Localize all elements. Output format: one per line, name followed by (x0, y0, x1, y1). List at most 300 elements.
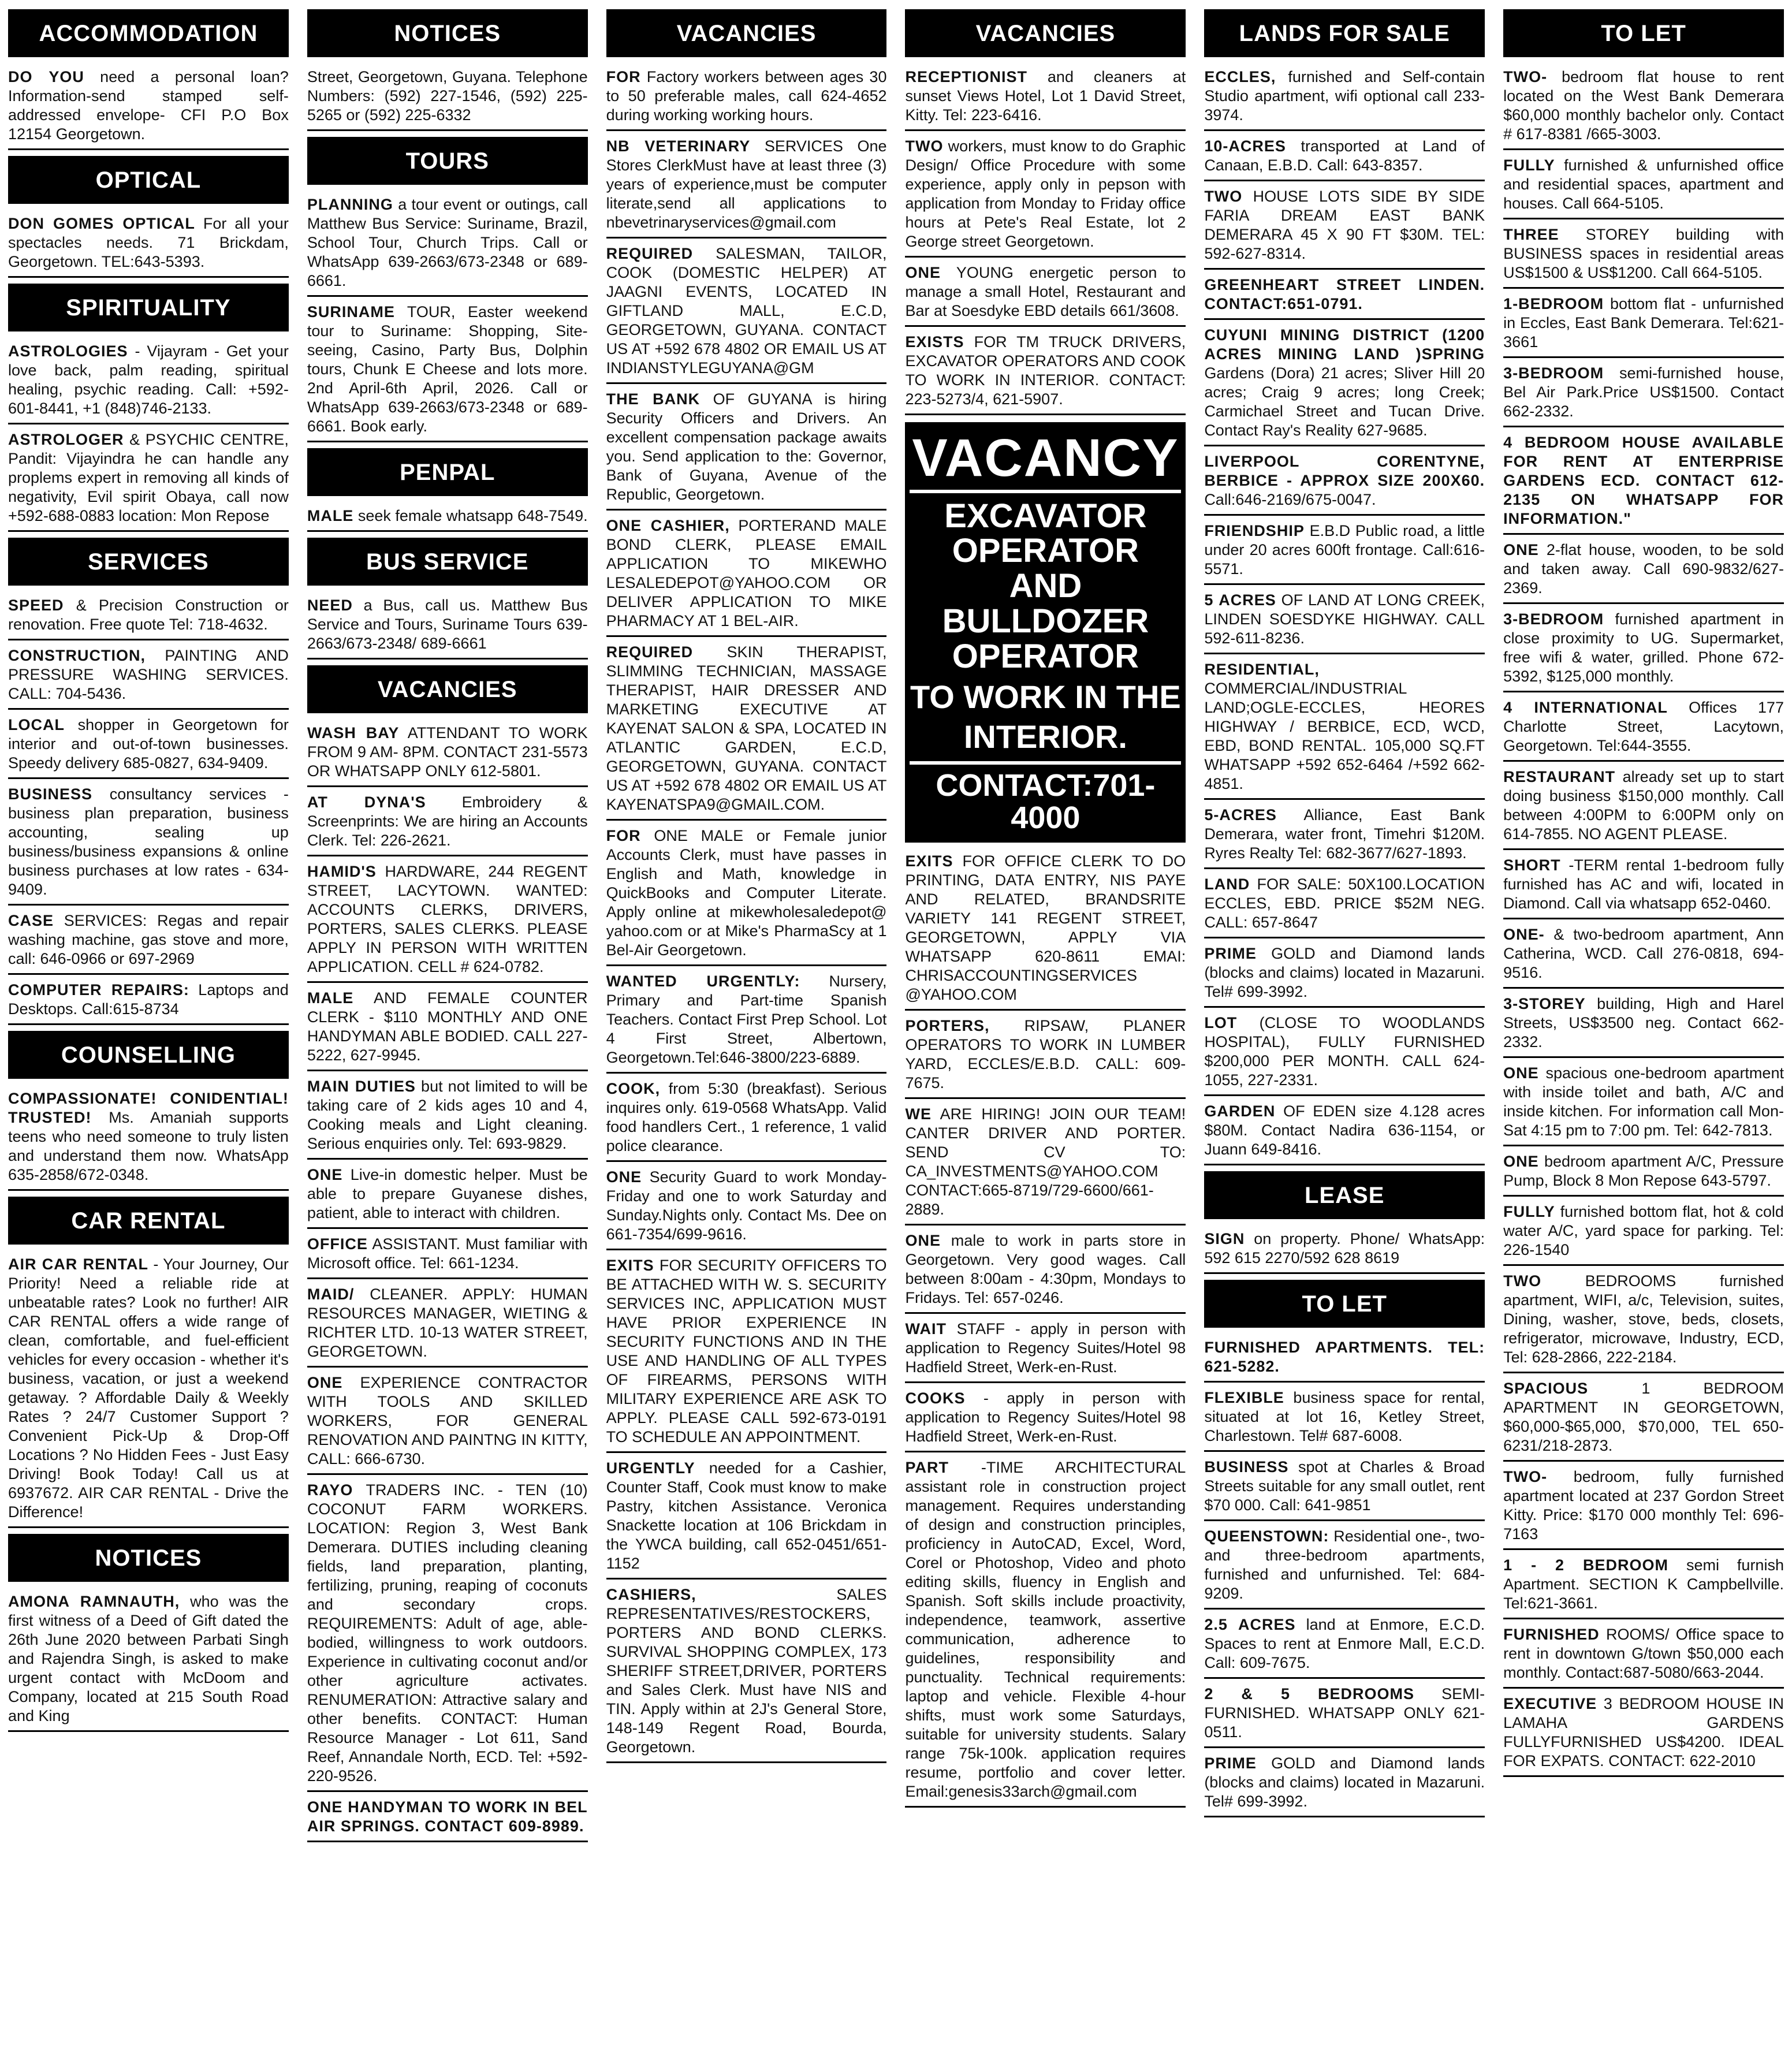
ad-lead: ONE (1503, 1064, 1539, 1082)
ad-lead: QUEENSTOWN: (1204, 1528, 1329, 1545)
ad-text: HOUSE LOTS SIDE BY SIDE FARIA DREAM EAST BANK DEMERARA 45 X 90 FT $30M. TEL: 592-627-8314. (1204, 188, 1485, 262)
ad-lead: PORTERS, (905, 1017, 990, 1035)
ad-text: RIPSAW, PLANER OPERATORS TO WORK IN LUMBER YARD, ECCLES/E.B.D. CALL: 609-7675. (905, 1017, 1186, 1092)
ad-lead: SIGN (1204, 1230, 1245, 1247)
ad-text: Residential one-, two- and three-bedroom apartments, furnished and unfurnished. Tel: 684-9209. (1204, 1528, 1485, 1602)
ad-text: - Vijayram - Get your love back, palm reading, spiritual healing, psychic reading. Call: +592-601-8441, +1 (848)746-2133. (8, 342, 289, 417)
ad-text: & Precision Construction or renovation. Free quote Tel: 718-4632. (8, 597, 289, 633)
ad-text: FOR TM TRUCK DRIVERS, EXCAVATOR OPERATORS AND COOK TO WORK IN INTERIOR. CONTACT: 223-5273/4, 621-5907. (905, 333, 1186, 408)
classified-ad (1204, 1100, 1485, 1165)
classified-ad (8, 978, 289, 1025)
column-6 (1503, 7, 1784, 2060)
ad-lead: 2 & 5 BEDROOMS (1204, 1685, 1415, 1703)
ad-text: TOUR, Easter weekend tour to Suriname: Shopping, Site-seeing, Casino, Party Bus, Dolphin tours, Chunk E Cheese and lots more. 2nd April-6th April, 2026. Call or WhatsApp 639-2663/673-2348 or 689-6661. Book early. (307, 303, 588, 435)
ad-lead: AIR CAR RENTAL (8, 1256, 149, 1273)
ad-lead: MALE (307, 507, 354, 524)
ad-text: bedroom, fully furnished apartment located at 237 Gordon Street Kitty. Price: $170 000 monthly Tel: 696-7163 (1503, 1468, 1784, 1543)
ad-text: and cleaners at sunset Views Hotel, Lot 1 David Street, Kitty. Tel: 223-6416. (905, 68, 1186, 124)
classified-ad (1204, 803, 1485, 869)
classified-ad (8, 594, 289, 640)
classified-ad (307, 1163, 588, 1229)
ad-text: For all your spectacles needs. 71 Brickdam, Georgetown. TEL:643-5393. (8, 215, 289, 270)
ad-lead: PLANNING (307, 196, 393, 213)
classified-ad (905, 850, 1186, 1011)
ad-text: OF EDEN size 4.128 acres $80M. Contact Nadira 636-1154, or Juann 649-8416. (1204, 1102, 1485, 1158)
classified-ad (1204, 185, 1485, 270)
ad-text: Factory workers between ages 30 to 50 preferable males, call 624-4652 during working working hours. (606, 68, 887, 124)
classified-ad (1503, 362, 1784, 427)
classified-ad (606, 970, 887, 1074)
classified-ad (1204, 873, 1485, 938)
classified-ad (1503, 1061, 1784, 1146)
ad-text: AND FEMALE COUNTER CLERK - $110 MONTHLY AND ONE HANDYMAN ABLE BODIED. CALL 227-5222, 627-9945. (307, 989, 588, 1064)
ad-lead: ONE (606, 1168, 642, 1186)
classified-ad (307, 986, 588, 1071)
ad-text: semi-furnished house, Bel Air Park.Price US$1500. Contact 662-2332. (1503, 364, 1784, 420)
ad-lead: PART (905, 1459, 949, 1477)
ad-text: COMMERCIAL/INDUSTRIAL LAND;OGLE-ECCLES, HEORES HIGHWAY / BERBICE, ECD, WCD, EBD, BOND RENTAL. 105,000 SQ.FT WHATSAPP +592 652-6464 /+592 662-4851. (1204, 680, 1485, 792)
classified-ad (1503, 1377, 1784, 1462)
classified-ad (1503, 992, 1784, 1058)
ad-text: GOLD and Diamond lands (blocks and claims) located in Mazaruni. Tel# 699-3992. (1204, 945, 1485, 1000)
classified-ad (606, 1077, 887, 1162)
classified-ad (8, 65, 289, 150)
ad-text: who was the first witness of a Deed of Gift dated the 26th June 2020 between Parbati Singh and Rajendra Singh, is asked to make urgent contact with McDoom and Company, located at 215 South Road and King (8, 1593, 289, 1724)
ad-lead: REQUIRED (606, 643, 694, 661)
ad-lead: GARDEN (1204, 1102, 1276, 1120)
classified-ad (1503, 65, 1784, 150)
ad-text: furnished and Self-contain Studio apartment, wifi optional call 233-3974. (1204, 68, 1485, 124)
classified-ad (307, 1478, 588, 1792)
classified-ad (1204, 942, 1485, 1008)
classified-ad (1503, 608, 1784, 692)
ad-lead: ONE CASHIER, (606, 517, 730, 534)
ad-text: SEMI-FURNISHED. WHATSAPP ONLY 621-0511. (1204, 1685, 1485, 1741)
ad-lead: COMPASSIONATE! CONIDENTIAL! TRUSTED! (8, 1090, 289, 1126)
ad-text: furnished & unfurnished office and residential spaces, apartment and houses. Call 664-5105. (1503, 157, 1784, 212)
ad-lead: ONE (1503, 541, 1539, 558)
classified-ad (1503, 1269, 1784, 1373)
ad-lead: TWO (1503, 1272, 1542, 1290)
ad-text: Gardens (Dora) 21 acres; Sliver Hill 20 acres; Craig 9 acres; long Creek; Carmichael Street and Tucan Drive. Contact Ray's Reality 627-9685. (1204, 364, 1485, 439)
ad-text: Offices 177 Charlotte Street, Lacytown, Georgetown. Tel:644-3555. (1503, 699, 1784, 754)
ad-text: workers, must know to do Graphic Design/ Office Procedure with some experience, apply only in pepson with application from Monday to Friday office hours at Pete's Real Estate, lot 2 George street Georgetown. (905, 137, 1186, 250)
ad-lead: DO YOU (8, 68, 84, 85)
ad-lead: DON GOMES OPTICAL (8, 215, 195, 232)
classified-ad (905, 261, 1186, 327)
ad-lead: COOKS (905, 1390, 966, 1407)
ad-text: SERVICES: Regas and repair washing machine, gas stove and more, call: 646-0966 or 697-2969 (8, 912, 289, 967)
ad-lead: OFFICE (307, 1235, 368, 1253)
column-2 (307, 7, 588, 2060)
ad-lead: EXISTS (905, 333, 964, 351)
classified-ad (8, 340, 289, 424)
section-header: VACANCIES (606, 9, 887, 57)
ad-lead: WE (905, 1105, 932, 1123)
ad-text: ROOMS/ Office space to rent in downtown G/town $50,000 each monthly. Contact:687-5080/663-2044. (1503, 1626, 1784, 1681)
column-1 (8, 7, 289, 2060)
section-header: LEASE (1204, 1171, 1485, 1219)
ad-text: - Your Journey, Our Priority! Need a reliable ride at unbeatable rates? Look no further! AIR CAR RENTAL offers a wide range of clean, comfortable, and fuel-efficient vehicles for every occasion - whether it's business, vacation, or just a weekend getaway. ? Affordable Daily & Weekly Rates ? 24/7 Customer Support ? Convenient Pick-Up & Drop-Off Locations ? No Hidden Fees - Just Easy Driving! Book Today! Call us at 6937672. AIR CAR RENTAL - Drive the Difference! (8, 1256, 289, 1521)
ad-lead: WAIT (905, 1320, 947, 1338)
ad-text: ONE MALE or Female junior Accounts Clerk, must have passes in English and Math, knowledge in QuickBooks and Computer Literate. Apply online at mikewholesaledepot@ yahoo.com or at Mike's PharmaScy at 1 Bel-Air Georgetown. (606, 827, 887, 959)
ad-lead: TWO- (1503, 68, 1548, 85)
classified-ad (307, 65, 588, 131)
section-header: SPIRITUALITY (8, 284, 289, 331)
classified-ad (606, 1456, 887, 1580)
ad-lead: 5-ACRES (1204, 806, 1277, 824)
banner-line: OPERATOR (952, 638, 1139, 676)
ad-text: consultancy services - business plan preparation, business accounting, sealing up business/business expansions & online business purchases at low rates - 634-9409. (8, 785, 289, 898)
ad-lead: 10-ACRES (1204, 137, 1286, 155)
ad-lead: CONSTRUCTION, (8, 647, 146, 664)
section-header: CAR RENTAL (8, 1197, 289, 1245)
ad-lead: TWO (1204, 188, 1243, 205)
ad-lead: FURNISHED (1503, 1626, 1600, 1643)
classified-ad (606, 1583, 887, 1763)
ad-text: 3 BEDROOM HOUSE IN LAMAHA GARDENS FULLYFURNISHED US$4200. IDEAL FOR EXPATS. CONTACT: 622-2010 (1503, 1695, 1784, 1770)
classified-ad (606, 388, 887, 511)
classified-ad (1503, 1200, 1784, 1266)
classified-ad (1503, 292, 1784, 358)
ad-text: transported at Land of Canaan, E.B.D. Call: 643-8357. (1204, 137, 1485, 174)
ad-text: CLEANER. APPLY: HUMAN RESOURCES MANAGER, WIETING & RICHTER LTD. 10-13 WATER STREET, GEORGETOWN. (307, 1286, 588, 1360)
ad-lead: ASTROLOGER (8, 431, 124, 448)
ad-lead: EXITS (905, 852, 953, 870)
ad-text: spot at Charles & Broad Streets suitable for any small outlet, rent $70 000. Call: 641-9851 (1204, 1458, 1485, 1514)
classified-ad (1204, 1386, 1485, 1452)
ad-lead: FOR (606, 68, 641, 85)
ad-text: but not limited to will be taking care of 2 kids ages 10 and 4, Cooking meals and Light cleaning. Serious enquiries only. Tel: 693-9829. (307, 1078, 588, 1152)
ad-lead: SURINAME (307, 303, 395, 321)
classified-ad (1204, 135, 1485, 181)
classified-ad (606, 1254, 887, 1453)
classified-ad (606, 65, 887, 131)
classified-ad (1503, 538, 1784, 604)
section-header: VACANCIES (307, 665, 588, 713)
classified-ad (1503, 223, 1784, 289)
ad-text: male to work in parts store in Georgetown. Very good wages. Call between 8:00am - 4:30pm, Mondays to Fridays. Tel: 657-0246. (905, 1232, 1186, 1307)
classified-ad (1204, 1613, 1485, 1679)
ad-lead: THE BANK (606, 390, 701, 408)
ad-lead: NEED (307, 597, 353, 614)
ad-text: BEDROOMS furnished apartment, WIFI, a/c, Television, suites, Dining, washer, stove, beds, closets, refrigerator, microwave, Industry, ECD, Tel: 628-2866, 222-2184. (1503, 1272, 1784, 1366)
ad-lead: AT DYNA'S (307, 794, 426, 811)
ad-text: SERVICES One Stores ClerkMust have at least three (3) years of experience,must be computer literate,send all applications to nbevetrinaryservices@gmail.com (606, 137, 887, 231)
ad-text: EXPERIENCE CONTRACTOR WITH TOOLS AND SKILLED WORKERS, FOR GENERAL RENOVATION AND PAINTNG IN KITTY, CALL: 666-6730. (307, 1374, 588, 1467)
ad-lead: COOK, (606, 1080, 661, 1097)
classified-ad (8, 1087, 289, 1191)
ad-text: HARDWARE, 244 REGENT STREET, LACYTOWN. WANTED: ACCOUNTS CLERKS, DRIVERS, PORTERS, SALES CLERKS. PLEASE APPLY IN PERSON WITH WRITTEN APPLICATION. CELL # 624-0782. (307, 863, 588, 975)
classified-ad (307, 1232, 588, 1279)
ad-lead: 4 INTERNATIONAL (1503, 699, 1668, 716)
classified-ad (1503, 1465, 1784, 1550)
classified-ad (905, 1014, 1186, 1099)
classified-ad (905, 330, 1186, 415)
ad-lead: MAID/ (307, 1286, 355, 1303)
ad-lead: ONE (905, 1232, 941, 1250)
ad-text: Live-in domestic helper. Must be able to prepare Guyanese dishes, patient, able to interact with children. (307, 1166, 588, 1221)
vacancy-banner (905, 422, 1186, 843)
banner-line: OPERATOR (952, 532, 1139, 570)
classified-ad (307, 300, 588, 442)
ad-lead: ONE (307, 1374, 343, 1391)
ad-lead: FULLY (1503, 157, 1555, 174)
ad-lead: PRIME (1204, 945, 1257, 962)
classified-ad (905, 1456, 1186, 1808)
ad-lead: MAIN DUTIES (307, 1078, 416, 1095)
classified-ad (1503, 1623, 1784, 1689)
ad-text: spacious one-bedroom apartment with inside toilet and bath, A/C and inside kitchen. For information call Mon-Sat 4:15 pm to 7:00 pm. Tel: 642-7813. (1503, 1064, 1784, 1139)
classified-ad (1503, 431, 1784, 535)
classified-ad (1204, 1682, 1485, 1748)
ad-text: bottom flat - unfurnished in Eccles, East Bank Demerara. Tel:621-3661 (1503, 295, 1784, 351)
classified-ad (905, 1317, 1186, 1383)
section-header: SERVICES (8, 538, 289, 586)
classified-ad (1204, 323, 1485, 446)
ad-text: need a personal loan? Information-send stamped self-addressed envelope- CFI P.O Box 12154 Georgetown. (8, 68, 289, 143)
section-header: PENPAL (307, 448, 588, 496)
classified-ad (1204, 1227, 1485, 1274)
ad-lead: TWO (905, 137, 944, 155)
classified-ad (307, 860, 588, 983)
classified-ad (307, 791, 588, 856)
ad-text: SALESMAN, TAILOR, COOK (DOMESTIC HELPER) AT JAAGNI EVENTS, LOCATED IN GIFTLAND MALL, E.C.D, GEORGETOWN, GUYANA. CONTACT US AT +592 678 4802 OR EMAIL US AT INDIANSTYLEGUYANA@GM (606, 245, 887, 377)
ad-text: -TERM rental 1-bedroom fully furnished has AC and wifi, located in Diamond. Call via whatsapp 652-0460. (1503, 856, 1784, 912)
ad-lead: LOCAL (8, 716, 65, 733)
section-header: NOTICES (8, 1534, 289, 1582)
section-header: NOTICES (307, 9, 588, 57)
ad-lead: 3-BEDROOM (1503, 364, 1604, 382)
ad-text: STAFF - apply in person with application to Regency Suites/Hotel 98 Hadfield Street, Werk-en-Rust. (905, 1320, 1186, 1376)
ad-lead: 3-STOREY (1503, 995, 1586, 1012)
section-header: BUS SERVICE (307, 538, 588, 586)
ad-text: PORTERAND MALE BOND CLERK, PLEASE EMAIL APPLICATION TO MIKEWHO LESALEDEPOT@YAHOO.COM OR DELIVER APPLICATION TO MIKE PHARMACY AT 1 BEL-AIR. (606, 517, 887, 629)
ad-text: OF LAND AT LONG CREEK, LINDEN SOESDYKE HIGHWAY. CALL 592-611-8236. (1204, 591, 1485, 647)
ad-lead: RAYO (307, 1481, 353, 1499)
ad-text: & PSYCHIC CENTRE, Pandit: Vijayindra he can handle any proplems expert in removing all kinds of negativity, Evil spirit Obaya, call now +592-688-0883 location: Mon Repose (8, 431, 289, 524)
classified-ad (307, 504, 588, 532)
ad-lead: ONE (307, 1166, 343, 1183)
ad-text: a Bus, call us. Matthew Bus Service and Tours, Suriname Tours 639-2663/673-2348/ 689-6661 (307, 597, 588, 652)
ad-lead: FLEXIBLE (1204, 1389, 1284, 1406)
classified-ad (1503, 923, 1784, 989)
classified-ad (905, 1387, 1186, 1452)
ad-lead: RESIDENTIAL, (1204, 661, 1320, 678)
ad-lead: ASTROLOGIES (8, 342, 128, 360)
ad-text: ATTENDANT TO WORK FROM 9 AM- 8PM. CONTACT 231-5573 OR WHATSAPP ONLY 612-5801. (307, 724, 588, 780)
section-header: OPTICAL (8, 156, 289, 204)
classified-ad (1204, 1525, 1485, 1610)
classified-ad (606, 514, 887, 637)
ad-text: ASSISTANT. Must familiar with Microsoft office. Tel: 661-1234. (307, 1235, 588, 1272)
column-3 (606, 7, 887, 2060)
ad-text: TRADERS INC. - TEN (10) COCONUT FARM WORKERS. LOCATION: Region 3, West Bank Demerara. DUTIES including cleaning fields, land preparation, planting, fertilizing, pruning, reaping of coconuts and secondary crops. REQUIREMENTS: Adult of age, able-bodied, willingness to work outdoors. Experience in cultivating coconut and/or other agriculture activates. RENUMERATION: Attractive salary and other benefits. CONTACT: Human Resource Manager - Lot 611, Sand Reef, Annandale North, ECD. Tel: +592-220-9526. (307, 1481, 588, 1785)
ad-text: Embroidery & Screenprints: We are hiring an Accounts Clerk. Tel: 226-2621. (307, 794, 588, 849)
ad-text: bedroom apartment A/C, Pressure Pump, Block 8 Mon Repose 643-5797. (1503, 1153, 1784, 1189)
ad-lead: ONE (905, 264, 941, 281)
classified-ad (1204, 1011, 1485, 1096)
ad-text: ARE HIRING! JOIN OUR TEAM! CANTER DRIVER AND PORTER. SEND CV TO: CA_INVESTMENTS@YAHOO.COM CONTACT:665-8719/729-6600/661-2889. (905, 1105, 1186, 1219)
ad-text: semi furnish Apartment. SECTION K Campbellville. Tel:621-3661. (1503, 1556, 1784, 1612)
section-header: ACCOMMODATION (8, 9, 289, 57)
classified-ad (1503, 854, 1784, 919)
ad-lead: RECEPTIONIST (905, 68, 1028, 85)
classified-ad (1503, 154, 1784, 219)
classified-ad (1204, 65, 1485, 131)
classified-ad (1503, 696, 1784, 762)
ad-text: already set up to start doing business $150,000 monthly. Call between 4:00PM to 6:00PM only on 614-7855. NO AGENT PLEASE. (1503, 768, 1784, 843)
ad-text: 1 BEDROOM APARTMENT IN GEORGETOWN, $60,000-$65,000, $70,000, TEL 650-6231/218-2873. (1503, 1380, 1784, 1454)
ad-text: business space for rental, situated at lot 16, Ketley Street, Charlestown. Tel# 687-6008. (1204, 1389, 1485, 1444)
ad-lead: RESTAURANT (1503, 768, 1616, 785)
classified-ad (307, 1075, 588, 1160)
ad-text: (CLOSE TO WOODLANDS HOSPITAL), FULLY FURNISHED $200,000 PER MONTH. CALL 624-1055, 227-2331. (1204, 1014, 1485, 1089)
ad-lead: 1-BEDROOM (1503, 295, 1604, 312)
classified-ad (1503, 1692, 1784, 1777)
ad-lead: COMPUTER REPAIRS: (8, 981, 189, 999)
ad-lead: PRIME (1204, 1754, 1257, 1772)
ad-text: FOR SECURITY OFFICERS TO BE ATTACHED WITH W. S. SECURITY SERVICES INC, APPLICATION MUST HAVE PRIOR EXPERIENCE IN SECURITY FUNCTIONS AND IN THE USE AND HANDLING OF ALL TYPES OF FIREARMS, PERSONS WITH MILITARY EXPERIENCE ARE ASK TO APPLY. PLEASE CALL 592-673-0191 TO SCHEDULE AN APPOINTMENT. (606, 1257, 887, 1446)
ad-lead: MALE (307, 989, 354, 1007)
ad-lead: HAMID'S (307, 863, 377, 880)
ad-lead: NB VETERINARY (606, 137, 751, 155)
classified-ad (8, 428, 289, 532)
ad-lead: ONE HANDYMAN TO WORK IN BEL AIR SPRINGS. CONTACT 609-8989. (307, 1798, 588, 1835)
ad-text: building, High and Harel Streets, US$3500 neg. Contact 662-2332. (1503, 995, 1784, 1051)
ad-text: furnished bottom flat, hot & cold water A/C, yard space for parking. Tel: 226-1540 (1503, 1203, 1784, 1258)
ad-lead: 4 BEDROOM HOUSE AVAILABLE FOR RENT AT ENTERPRISE GARDENS ECD. CONTACT 612-2135 ON WHATSAPP FOR INFORMATION." (1503, 434, 1784, 527)
classified-ad (905, 1102, 1186, 1225)
ad-lead: BUSINESS (8, 785, 93, 803)
section-header: TOURS (307, 137, 588, 185)
classified-ad (606, 1165, 887, 1250)
banner-line: TO WORK IN THE (910, 679, 1181, 716)
ad-lead: FURNISHED APARTMENTS. TEL: 621-5282. (1204, 1339, 1485, 1375)
banner-title: VACANCY (910, 430, 1181, 493)
classified-ad (307, 1283, 588, 1368)
ad-text: Call:646-2169/675-0047. (1204, 491, 1376, 508)
section-header: COUNSELLING (8, 1031, 289, 1079)
ad-lead: ECCLES, (1204, 68, 1276, 85)
classified-ad (1204, 450, 1485, 516)
classified-ad (1204, 1336, 1485, 1383)
column-5 (1204, 7, 1485, 2060)
ad-lead: EXECUTIVE (1503, 1695, 1597, 1712)
ad-lead: FULLY (1503, 1203, 1555, 1220)
ad-lead: 2.5 ACRES (1204, 1616, 1296, 1633)
ad-text: land at Enmore, E.C.D. Spaces to rent at Enmore Mall, E.C.D. Call: 609-7675. (1204, 1616, 1485, 1671)
ad-text: & two-bedroom apartment, Ann Catherina, WCD. Call 276-0818, 694-9516. (1503, 926, 1784, 981)
banner-contact: CONTACT:701-4000 (910, 761, 1181, 835)
ad-lead: EXITS (606, 1257, 654, 1274)
ad-lead: THREE (1503, 226, 1559, 243)
ad-lead: LAND (1204, 876, 1250, 893)
ad-text: furnished apartment in close proximity to UG. Supermarket, free wifi & water, grilled. Phone 672-5392, $125,000 monthly. (1503, 610, 1784, 685)
ad-text: FOR OFFICE CLERK TO DO PRINTING, DATA ENTRY, NIS PAYE AND RELATED, BRANDSRITE VARIETY 141 REGENT STREET, GEORGETOWN, APPLY VIA WHATSAPP 620-8611 EMAI: CHRISACCOUNTINGSERVICES @YAHOO.COM (905, 852, 1186, 1004)
ad-text: FOR SALE: 50X100.LOCATION ECCLES, EBD. PRICE $52M NEG. CALL: 657-8647 (1204, 876, 1485, 931)
classified-ad (8, 1590, 289, 1732)
ad-text: Nursery, Primary and Part-time Spanish Teachers. Contact First Prep School. Lot 4 First Street, Albertown, Georgetown.Tel:646-3800/223-6889. (606, 973, 887, 1066)
ad-lead: TWO- (1503, 1468, 1548, 1485)
ad-text: shopper in Georgetown for interior and out-of-town businesses. Speedy delivery 685-0827, 634-9409. (8, 716, 289, 772)
classified-ad (1204, 658, 1485, 800)
ad-lead: CUYUNI MINING DISTRICT (1200 ACRES MINING LAND )SPRING (1204, 326, 1485, 363)
ad-text: 2-flat house, wooden, to be sold and taken away. Call 690-9832/627-2369. (1503, 541, 1784, 597)
ad-text: seek female whatsapp 648-7549. (357, 507, 588, 524)
ad-lead: ONE (1503, 1153, 1539, 1170)
ad-lead: LIVERPOOL CORENTYNE, BERBICE - APPROX SIZE 200X60. (1204, 453, 1485, 489)
ad-text: from 5:30 (breakfast). Serious inquires only. 619-0568 WhatsApp. Valid food handlers Cert., 1 reference, 1 valid police clearance. (606, 1080, 887, 1154)
ad-lead: ONE- (1503, 926, 1545, 943)
ad-text: GOLD and Diamond lands (blocks and claims) located in Mazaruni. Tel# 699-3992. (1204, 1754, 1485, 1810)
ad-text: STOREY building with BUSINESS spaces in residential areas US$1500 & US$1200. Call 664-5105. (1503, 226, 1784, 281)
banner-line: INTERIOR. (963, 718, 1127, 755)
ad-text: OF GUYANA is hiring Security Officers and Drivers. An excellent compensation package awaits you. Send application to the: Governor, Bank of Guyana, Avenue of the Republic, Georgetown. (606, 390, 887, 503)
ad-text: Alliance, East Bank Demerara, water front, Timehri $120M. Ryres Realty Tel: 682-3677/627-1893. (1204, 806, 1485, 862)
ad-lead: 1 - 2 BEDROOM (1503, 1556, 1669, 1574)
classified-ad (905, 65, 1186, 131)
ad-text: PAINTING AND PRESSURE WASHING SERVICES. CALL: 704-5436. (8, 647, 289, 702)
classified-ad (8, 644, 289, 710)
ad-text: Security Guard to work Monday-Friday and one to work Saturday and Sunday.Nights only. Contact Ms. Dee on 661-7354/699-9616. (606, 1168, 887, 1243)
classified-ad (606, 640, 887, 821)
ad-text: SALES REPRESENTATIVES/RESTOCKERS, PORTERS AND BOND CLERKS. SURVIVAL SHOPPING COMPLEX, 173 SHERIFF STREET,DRIVER, PORTERS and Sales Clerk. Must have NIS and TIN. Apply within at 2J's General Store, 148-149 Regent Road, Bourda, Georgetown. (606, 1586, 887, 1756)
ad-text: - apply in person with application to Regency Suites/Hotel 98 Hadfield Street, Werk-en-Rust. (905, 1390, 1186, 1446)
ad-lead: SPACIOUS (1503, 1380, 1589, 1397)
ad-lead: LOT (1204, 1014, 1238, 1031)
classified-ad (307, 594, 588, 660)
section-header: TO LET (1204, 1280, 1485, 1328)
classified-ad (1204, 1455, 1485, 1521)
classified-ad (1503, 1554, 1784, 1619)
ad-lead: SPEED (8, 597, 64, 614)
ad-lead: FOR (606, 827, 641, 844)
classified-ad (1204, 1752, 1485, 1817)
classified-ad (307, 1795, 588, 1842)
ad-text: needed for a Cashier, Counter Staff, Cook must know to make Pastry, kitchen Assistance. Veronica Snackette location at 106 Brickdam in the YWCA building, call 652-0451/651-1152 (606, 1459, 887, 1572)
classified-ad (8, 909, 289, 975)
classified-ad (307, 721, 588, 787)
ad-lead: WANTED URGENTLY: (606, 973, 800, 990)
ad-text: Laptops and Desktops. Call:615-8734 (8, 981, 289, 1018)
section-header: VACANCIES (905, 9, 1186, 57)
section-header: TO LET (1503, 9, 1784, 57)
classified-ad (1204, 588, 1485, 654)
classified-ad (606, 824, 887, 966)
column-4 (905, 7, 1186, 2060)
ad-text: SKIN THERAPIST, SLIMMING TECHNICIAN, MASSAGE THERAPIST, HAIR DRESSER AND MARKETING EXECUTIVE AT KAYENAT SALON & SPA, LOCATED IN ATLANTIC GARDEN, E.C.D, GEORGETOWN, GUYANA. CONTACT US AT +592 678 4802 OR EMAIL US AT KAYENATSPA9@GMAIL.COM. (606, 643, 887, 813)
classified-ad (905, 1229, 1186, 1314)
ad-lead: SHORT (1503, 856, 1561, 874)
ad-lead: CASHIERS, (606, 1586, 696, 1603)
ad-lead: REQUIRED (606, 245, 694, 262)
banner-line: EXCAVATOR (944, 497, 1147, 535)
classified-ad (8, 783, 289, 906)
classified-ad (307, 1371, 588, 1475)
ad-text: YOUNG energetic person to manage a small Hotel, Restaurant and Bar at Soesdyke EBD details 661/3608. (905, 264, 1186, 319)
classified-ad (8, 713, 289, 779)
ad-text: E.B.D Public road, a little under 20 acres 600ft frontage. Call:616-5571. (1204, 522, 1485, 578)
classified-ad (8, 1253, 289, 1528)
ad-lead: AMONA RAMNAUTH, (8, 1593, 180, 1610)
ad-text: a tour event or outings, call Matthew Bus Service: Suriname, Brazil, School Tour, Church Trips. Call or WhatsApp 639-2663/673-2348 or 689-6661. (307, 196, 588, 289)
ad-text: Street, Georgetown, Guyana. Telephone Numbers: (592) 227-1546, (592) 225-5265 or (592) 225-6332 (307, 68, 588, 124)
ad-lead: 5 ACRES (1204, 591, 1276, 609)
classified-ad (606, 242, 887, 384)
classified-ad (1204, 273, 1485, 320)
classified-ad (8, 212, 289, 278)
